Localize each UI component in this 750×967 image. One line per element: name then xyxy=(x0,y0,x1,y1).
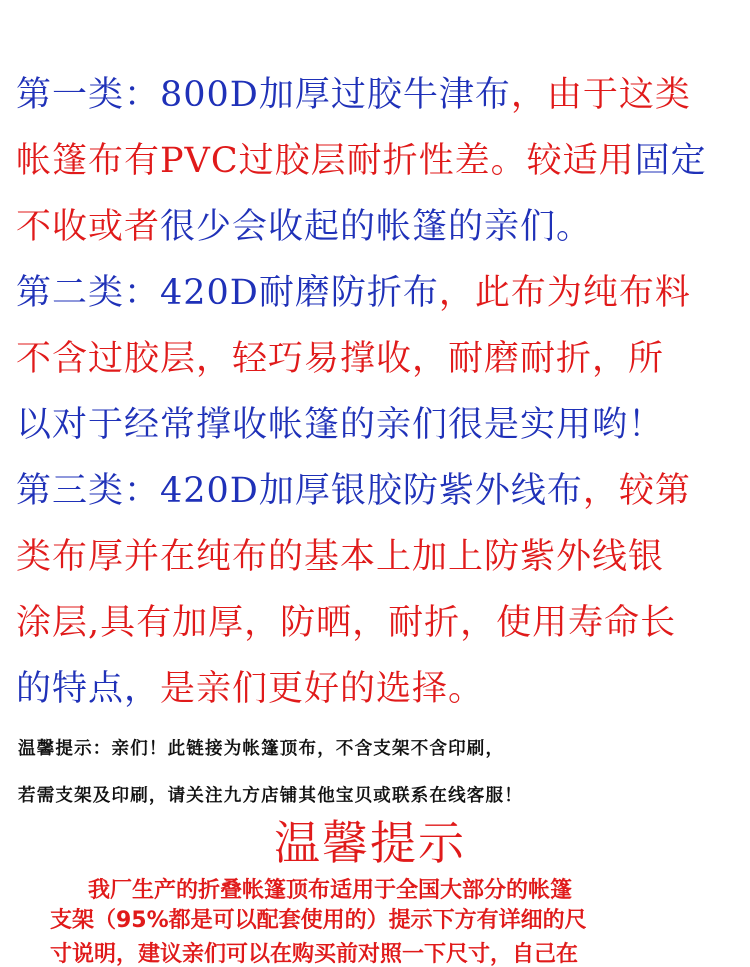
tip-line1: 我厂生产的折叠帐篷顶布适用于全国大部分的帐篷 xyxy=(88,878,573,903)
category3-desc: ，较第 xyxy=(582,471,691,511)
category1-line3 xyxy=(16,207,593,247)
category3-line4-head: 的特点， xyxy=(16,669,161,709)
category3-line2: 类布厚并在纯布的基本上加上防紫外线银 xyxy=(16,537,665,577)
category1-label: 第一类：800D加厚过胶牛津布 xyxy=(16,75,511,115)
tip-title: 温馨提示 xyxy=(274,816,466,870)
category3-line4-text: 是亲们更好的选择。 xyxy=(160,669,485,709)
category2-line2: 不含过胶层，轻巧易撑收，耐磨耐折，所 xyxy=(16,339,665,379)
category2-line3: 以对于经常撑收帐篷的亲们很是实用哟！ xyxy=(16,405,665,445)
category1-line2-tail: 固定 xyxy=(634,141,707,181)
category3-line1 xyxy=(16,471,691,511)
category1-line1 xyxy=(16,75,691,115)
category1-line3-text: 很少会收起的帐篷的亲们。 xyxy=(160,207,593,247)
category2-desc: ，此布为纯布料 xyxy=(438,273,691,313)
notice-line2: 若需支架及印刷，请关注九方店铺其他宝贝或联系在线客服！ xyxy=(18,786,523,806)
category3-label: 第三类：420D加厚银胶防紫外线布 xyxy=(16,471,583,511)
tip-line3: 寸说明，建议亲们可以在购买前对照一下尺寸，自己在 xyxy=(50,942,579,967)
category3-line4 xyxy=(16,669,485,709)
category1-line2 xyxy=(16,141,707,181)
category2-line1 xyxy=(16,273,691,313)
category1-line3-head: 不收或者 xyxy=(16,207,161,247)
category1-line2-text: 帐篷布有PVC过胶层耐折性差。较适用 xyxy=(16,141,635,181)
category2-label: 第二类：420D耐磨防折布 xyxy=(16,273,439,313)
tip-line2: 支架（95%都是可以配套使用的）提示下方有详细的尺 xyxy=(50,908,587,933)
category1-desc: ，由于这类 xyxy=(510,75,691,115)
category3-line3: 涂层,具有加厚，防晒，耐折，使用寿命长 xyxy=(16,603,677,643)
notice-line1: 温馨提示：亲们！此链接为帐篷顶布，不含支架不含印刷， xyxy=(18,739,505,759)
